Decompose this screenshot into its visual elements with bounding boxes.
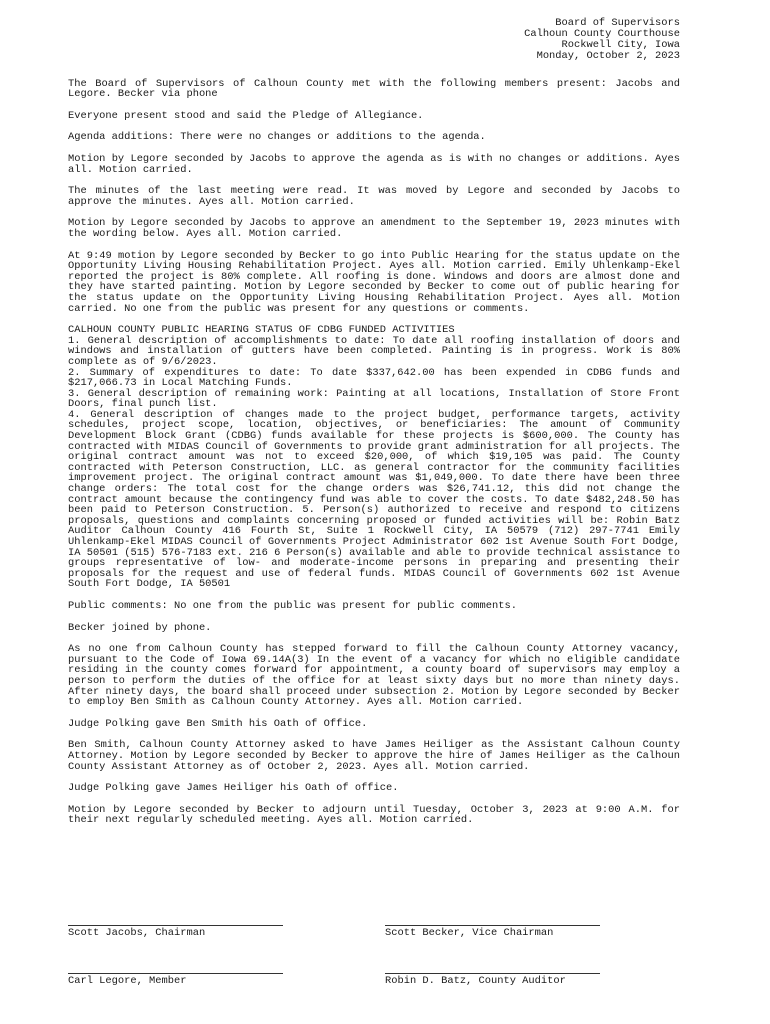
assistant-attorney-paragraph: Ben Smith, Calhoun County Attorney asked to have James Heiliger as the Assistant Calhoun County Attorney. Motion by Legore seconded by Becker to approve the hire of James Heiliger as the Calhoun County Assistant Attorney as of October 2, 2023. Ayes all. Motion carried. bbox=[68, 739, 680, 773]
public-hearing-paragraph: At 9:49 motion by Legore seconded by Becker to go into Public Hearing for the status update on the Opportunity Living Housing Rehabilitation Project. Ayes all. Motion carried. Emily Uhlenkamp-Ekel reported the project is 80% complete. All roofing is done. Windows and doors are almost done and they have started painting. Motion by Legore seconded by Becker to come out of public hearing for the status update on the Opportunity Living Housing Rehabilitation Project. Ayes all. Motion carried. No one from the public was present for any questions or comments. bbox=[68, 249, 680, 315]
signature-member bbox=[68, 973, 283, 987]
signature-chairman bbox=[68, 925, 283, 939]
oath-heiliger-paragraph: Judge Polking gave James Heiliger his Oath of office. bbox=[68, 782, 399, 795]
minutes-document bbox=[68, 18, 680, 837]
header-board: Board of Supervisors bbox=[555, 17, 680, 29]
amendment-paragraph: Motion by Legore seconded by Jacobs to approve an amendment to the September 19, 2023 minutes with the wording below. Ayes all. Motion carried. bbox=[68, 217, 680, 240]
signature-name: Carl Legore, Member bbox=[68, 975, 187, 987]
signature-line bbox=[385, 925, 600, 926]
becker-phone-paragraph: Becker joined by phone. bbox=[68, 621, 212, 634]
oath-smith-paragraph: Judge Polking gave Ben Smith his Oath of Office. bbox=[68, 717, 368, 730]
signature-name: Scott Jacobs, Chairman bbox=[68, 927, 206, 939]
document-header bbox=[68, 18, 680, 62]
agenda-motion-paragraph: Motion by Legore seconded by Jacobs to approve the agenda as is with no changes or additions. Ayes all. Motion carried. bbox=[68, 153, 680, 176]
cdbg-item-4: 4. General description of changes made to the project budget, performance targets, activity schedules, project scope, location, objectives, or beneficiaries: The amount of Community Development Block Grant (CDBG) funds available for these projects is $600,000. The County has contracted with MIDAS Council of Governments to provide grant administration for all projects. The original contract amount was not to exceed $20,000, of which $19,105 was paid. The County contracted with Peterson Construction, LLC. as general contractor for the community facilities improvement project. The original contract amount was $1,049,000. To date there have been three change orders: The total cost for the change orders was $26,741.12, this did not change the contract amount because the contingency fund was able to cover the costs. To date $482,248.50 has been paid to Peterson Construction. 5. Person(s) authorized to receive and respond to citizens proposals, questions and complaints concerning proposed or funded activities will be: Robin Batz Auditor Calhoun County 416 Fourth St, Suite 1 Rockwell City, IA 50579 (712) 297-7741 Emily Uhlenkamp-Ekel MIDAS Council of Governments Project Administrator 602 1st Avenue South Fort Dodge, IA 50501 (515) 576-7183 ext. 216 6 Person(s) available and able to provide technical assistance to groups representative of low- and moderate-income persons in preparing and presenting their proposals for the request and use of federal funds. MIDAS Council of Governments 602 1st Avenue South Fort Dodge, IA 50501 bbox=[68, 408, 680, 591]
minutes-approval-paragraph: The minutes of the last meeting were read. It was moved by Legore and seconded by Jacobs to approve the minutes. Ayes all. Motion carried. bbox=[68, 185, 680, 208]
signature-name: Scott Becker, Vice Chairman bbox=[385, 927, 554, 939]
cdbg-status-section bbox=[68, 325, 680, 590]
signature-name: Robin D. Batz, County Auditor bbox=[385, 975, 566, 987]
county-attorney-paragraph: As no one from Calhoun County has stepped forward to fill the Calhoun County Attorney vacancy, pursuant to the Code of Iowa 69.14A(3) In the event of a vacancy for which no eligible candidate residing in the county comes forward for appointment, a county board of supervisors may employ a person to perform the duties of the office for at least sixty days but no more than ninety days. After ninety days, the board shall proceed under subsection 2. Motion by Legore seconded by Becker to employ Ben Smith as Calhoun County Attorney. Ayes all. Motion carried. bbox=[68, 643, 680, 709]
header-date: Monday, October 2, 2023 bbox=[536, 49, 680, 62]
signature-vice-chairman bbox=[385, 925, 600, 939]
signature-auditor bbox=[385, 973, 600, 987]
signature-block bbox=[68, 925, 680, 995]
public-comments-paragraph: Public comments: No one from the public was present for public comments. bbox=[68, 599, 517, 612]
cdbg-item-1: 1. General description of accomplishments to date: To date all roofing installation of doors and windows and installation of gutters have been completed. Painting is in progress. Work is 80% complete as of 9/6/2023. bbox=[68, 334, 680, 368]
cdbg-title: CALHOUN COUNTY PUBLIC HEARING STATUS OF CDBG FUNDED ACTIVITIES bbox=[68, 324, 455, 337]
cdbg-item-2: 2. Summary of expenditures to date: To date $337,642.00 has been expended in CDBG funds and $217,066.73 in Local Matching Funds. bbox=[68, 366, 680, 390]
cdbg-item-3: 3. General description of remaining work: Painting at all locations, Installation of Store Front Doors, final punch list. bbox=[68, 387, 680, 411]
signature-line bbox=[385, 973, 600, 974]
pledge-paragraph: Everyone present stood and said the Pledge of Allegiance. bbox=[68, 109, 424, 122]
signature-line bbox=[68, 973, 283, 974]
agenda-additions-paragraph: Agenda additions: There were no changes or additions to the agenda. bbox=[68, 131, 486, 144]
header-city: Rockwell City, Iowa bbox=[561, 38, 680, 51]
attendance-paragraph: The Board of Supervisors of Calhoun County met with the following members present: Jacobs and Legore. Becker via phone bbox=[68, 77, 680, 101]
header-courthouse: Calhoun County Courthouse bbox=[524, 27, 680, 40]
signature-line bbox=[68, 925, 283, 926]
adjourn-paragraph: Motion by Legore seconded by Becker to adjourn until Tuesday, October 3, 2023 at 9:00 A.M. for their next regularly scheduled meeting. Ayes all. Motion carried. bbox=[68, 803, 680, 827]
